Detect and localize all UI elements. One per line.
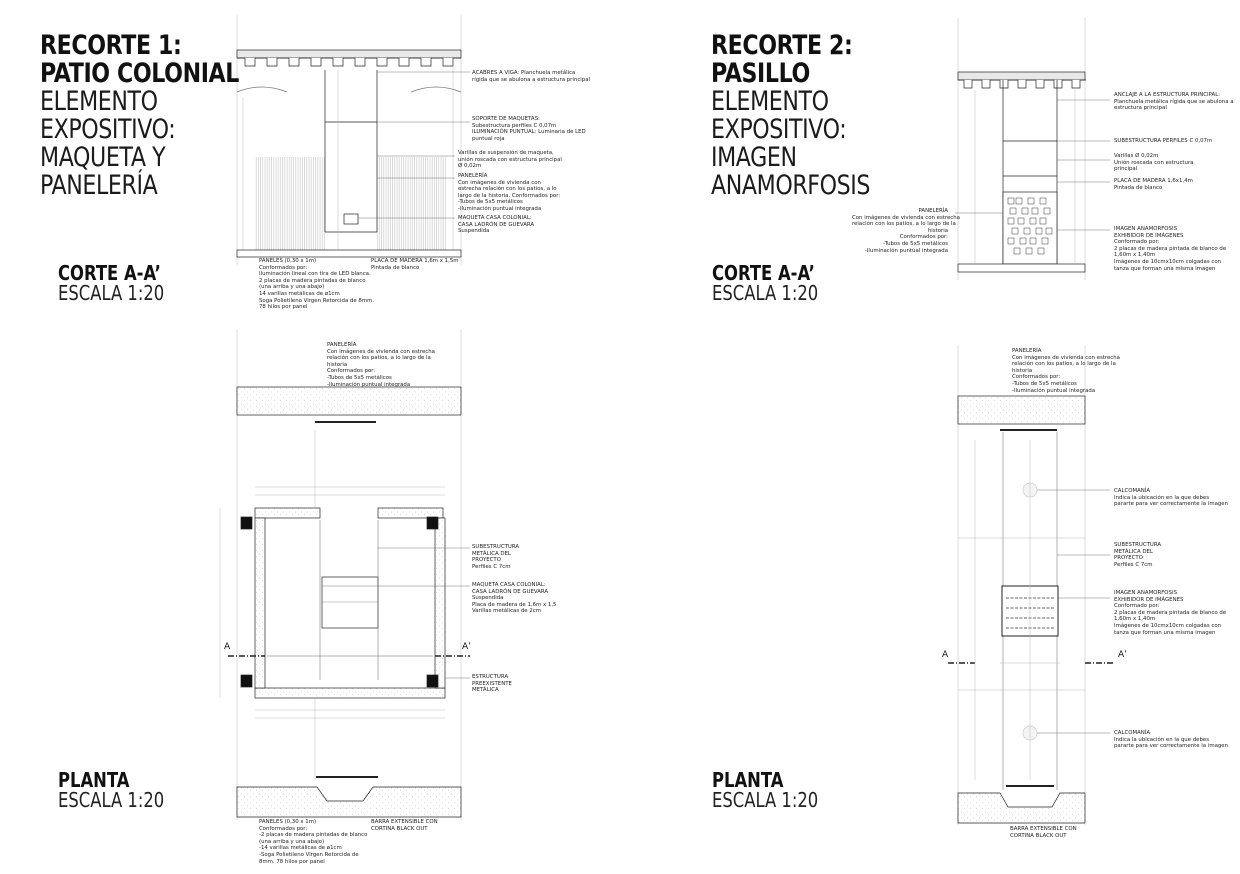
planta-1-scale: ESCALA 1:20 [58, 788, 165, 812]
note-line: Varillas metálicas de 2cm [472, 608, 541, 615]
note-subestructura-planta-2 [1114, 542, 1161, 568]
note-line: CASA LADRÓN DE GUEVARA [458, 221, 535, 228]
note-line: -Tubos de 5x5 metálicos [883, 240, 948, 247]
note-paneles-planta [259, 819, 367, 865]
note-line: PLACA DE MADERA 1,6x1,4m [1114, 178, 1193, 184]
note-line: ESTRUCTURA [472, 674, 509, 680]
recorte-2-subtitle-line: IMAGEN [711, 142, 797, 173]
note-line: -Iluminación puntual integrada [864, 247, 948, 254]
note-line: 8mm. 78 hilos por panel [259, 858, 325, 865]
note-line: Conformado por: [1114, 603, 1160, 610]
note-placa-corte-2 [1114, 178, 1193, 191]
note-varillas-corte-2 [1114, 153, 1193, 173]
note-line: Iluminación lineal con tira de LED blanca. [259, 271, 371, 278]
note-line: CASA LADRÓN DE GUEVARA [472, 588, 549, 595]
note-line: Pintada de blanco [371, 264, 420, 271]
recorte-1-subtitle-line: MAQUETA Y [40, 142, 166, 173]
note-line: CORTINA BLACK OUT [1010, 832, 1067, 839]
note-line: relación con los patios, a lo largo de la [852, 221, 956, 228]
note-line: relación con los patios, a lo largo de la [1012, 361, 1116, 368]
note-line: Pintada de blanco [1114, 184, 1163, 191]
note-calcomania-1 [1114, 488, 1228, 508]
note-calcomania-2 [1114, 730, 1228, 750]
recorte-1-subtitle-line: PANELERÍA [40, 170, 158, 201]
note-line: IMAGEN ANAMORFOSIS [1114, 590, 1177, 596]
note-line: 14 varillas metálicas de ø1cm [259, 290, 340, 297]
section-marker-a-2: A [942, 650, 949, 660]
note-line: historia [1012, 367, 1033, 374]
note-line: EXHIBIDOR DE IMÁGENES [1114, 232, 1184, 239]
note-line: pararte para ver correctamente la imagen [1114, 743, 1229, 750]
note-line: tanza que forman una misma imagen [1114, 265, 1216, 272]
recorte-1-title-line-2: PATIO COLONIAL [40, 58, 239, 89]
note-line: pararte para ver correctamente la imagen [1114, 501, 1229, 508]
corte-2-drawing [955, 18, 1110, 280]
planta-2-drawing [948, 345, 1115, 825]
note-soporte [472, 116, 586, 142]
note-line: PROYECTO [472, 557, 501, 564]
note-line: historia [927, 227, 948, 234]
note-line: MAQUETA CASA COLONIAL: [472, 582, 546, 588]
note-line: -Iluminación puntual integrada [458, 205, 542, 212]
note-line: -Soga Polietileno Virgen Retorcida de [259, 851, 359, 858]
section-marker-a-prime-1: A’ [462, 642, 472, 652]
note-line: Con imágenes de vivienda con estrecha [327, 348, 435, 355]
corte-2-scale: ESCALA 1:20 [712, 281, 819, 305]
note-line: BARRA EXTENSIBLE CON [1010, 826, 1077, 832]
note-line: -2 placas de madera pintadas de blanco [259, 832, 368, 839]
note-line: Suspendida [458, 228, 490, 235]
note-line: BARRA EXTENSIBLE CON [371, 819, 438, 825]
recorte-2-subtitle-line: EXPOSITIVO: [711, 114, 847, 145]
note-imagen-corte-2 [1114, 226, 1226, 272]
note-line: PREEXISTENTE [472, 680, 512, 687]
note-line: historia [327, 361, 348, 368]
recorte-2-subtitle-line: ANAMORFOSIS [711, 170, 871, 201]
note-barra-planta-1 [371, 819, 438, 832]
note-line: EXHIBIDOR DE IMÁGENES [1114, 596, 1184, 603]
note-line: principal [1114, 166, 1138, 173]
note-line: Planchuela metálica rígida que se abulona a [1114, 98, 1234, 105]
note-line: METÁLICA DEL [1114, 548, 1153, 555]
note-line: SOPORTE DE MAQUETAS: [472, 116, 540, 122]
recorte-2-title-line-2: PASILLO [711, 58, 810, 89]
note-subestructura-corte-2 [1114, 138, 1212, 145]
note-barra-planta-2 [1010, 826, 1077, 839]
note-acabres [472, 70, 590, 83]
note-line: largo de la historia. Conformados por: [458, 192, 561, 199]
note-line: (una arriba y una abajo) [259, 838, 325, 845]
note-line: tanza que forman una misma imagen [1114, 629, 1216, 636]
note-line: Conformados por: [1012, 374, 1061, 381]
note-line: 1,60m x 1,40m [1114, 616, 1156, 623]
note-line: PANELERÍA [1012, 348, 1042, 354]
note-line: Conformados por: [259, 264, 308, 271]
note-line: ACABRES A VIGA: Planchuela metálica [472, 70, 576, 76]
note-line: (una arriba y una abajo) [259, 284, 325, 291]
recorte-1-subtitle-line: ELEMENTO [40, 86, 158, 117]
corte-1-drawing [237, 15, 470, 265]
note-line: Soga Polietileno Virgen Retorcida de 8mm. [259, 297, 375, 304]
section-marker-a-1: A [224, 642, 231, 652]
note-line: -Iluminación puntual integrada [1012, 387, 1096, 394]
note-maqueta-corte [458, 215, 534, 235]
note-line: PROYECTO [1114, 555, 1143, 562]
corte-2-label: CORTE A-A’ [712, 261, 815, 285]
note-line: estrecha relación con los patios, a lo [458, 186, 557, 193]
note-maqueta-planta [472, 582, 556, 615]
note-paneleria-corte-1 [458, 173, 560, 213]
section-marker-a-prime-2: A’ [1118, 650, 1128, 660]
note-line: Con imágenes de vivienda con [458, 179, 541, 186]
note-paneles-corte [259, 258, 374, 311]
note-line: MAQUETA CASA COLONIAL: [458, 215, 532, 221]
planta-1-label: PLANTA [58, 768, 130, 792]
note-line: Conformados por: [899, 234, 948, 241]
planta-1-drawing [220, 330, 470, 820]
note-line: estructura principal [1114, 105, 1167, 112]
recorte-2-subtitle [711, 88, 870, 200]
note-anclaje [1114, 92, 1234, 112]
note-line: 2 placas de madera pintada de blanco de [1114, 245, 1227, 252]
note-line: ILUMINACIÓN PUNTUAL: Luminaria de LED [472, 129, 586, 136]
note-line: rígida que se abulona a estructura principal [472, 76, 591, 83]
note-line: Perfiles C 7cm [1114, 561, 1153, 568]
note-line: puntual roja [472, 135, 505, 142]
note-line: PANELERÍA [458, 173, 488, 179]
note-line: Imágenes de 10cmx10cm colgadas con [1114, 258, 1222, 265]
note-line: SUBESTRUCTURA [1114, 542, 1162, 548]
note-line: Varillas de suspensión de maqueta, [458, 150, 554, 156]
recorte-2-subtitle-line: ELEMENTO [711, 86, 829, 117]
note-placa-corte-1 [371, 258, 459, 271]
note-paneleria-corte-2 [852, 208, 960, 254]
recorte-1-title-line-1: RECORTE 1: [40, 30, 182, 61]
note-line: 1,60m x 1,40m [1114, 252, 1156, 259]
note-line: 78 hilos por panel [259, 304, 308, 311]
note-line: 2 placas de madera pintada de blanco de [1114, 609, 1227, 616]
note-line: Subestructura perfiles C 0,07m [472, 122, 557, 129]
note-line: PANELES (0,30 x 1m) [259, 819, 317, 825]
note-line: METÁLICA [472, 687, 499, 694]
planta-2-label: PLANTA [712, 768, 784, 792]
corte-1-scale: ESCALA 1:20 [58, 281, 165, 305]
note-line: PANELERÍA [327, 342, 357, 348]
recorte-2-title-line-1: RECORTE 2: [711, 30, 853, 61]
note-line: Con imágenes de vivienda con estrecha [852, 214, 960, 221]
note-line: PANELES (0,30 x 1m) [259, 258, 317, 264]
note-line: 2 placas de madera pintadas de blanco [259, 277, 366, 284]
note-line: SUBESTRUCTURA PERFILES C 0,07m [1114, 138, 1213, 144]
note-line: PLACA DE MADERA 1,6m x 1,5m [371, 258, 459, 264]
planta-2-scale: ESCALA 1:20 [712, 788, 819, 812]
note-line: Conformado por: [1114, 239, 1160, 246]
note-line: PANELERÍA [918, 208, 948, 214]
note-subestructura-planta-1 [472, 544, 519, 570]
note-line: Perfiles C 7cm [472, 563, 511, 570]
note-line: Unión roscada con estructura [1114, 159, 1194, 166]
note-line: METÁLICA DEL [472, 550, 511, 557]
corte-1-label: CORTE A-A’ [58, 261, 161, 285]
note-line: CALCOMANÍA [1114, 488, 1151, 494]
note-line: Indica la ubicación en la que debes [1114, 494, 1210, 501]
note-line: Indica la ubicación en la que debes [1114, 736, 1210, 743]
note-line: relación con los patios, a lo largo de la [327, 355, 431, 362]
note-estructura-planta [472, 674, 512, 694]
note-line: Con imágenes de vivienda con estrecha [1012, 354, 1120, 361]
note-line: Placa de madera de 1,6m x 1,5 [472, 601, 557, 608]
note-line: IMAGEN ANAMORFOSIS [1114, 226, 1177, 232]
note-line: Suspendida [472, 595, 504, 602]
note-line: Varillas Ø 0,02m [1114, 153, 1159, 159]
recorte-1-subtitle-line: EXPOSITIVO: [40, 114, 176, 145]
note-line: unión roscada con estructura principal [458, 156, 562, 163]
recorte-1-subtitle [40, 88, 175, 200]
note-line: Imágenes de 10cmx10cm colgadas con [1114, 622, 1222, 629]
note-line: SUBESTRUCTURA [472, 544, 520, 550]
note-line: -Tubos de 5x5 metálicos [1012, 380, 1077, 387]
note-imagen-planta-2 [1114, 590, 1226, 636]
note-paneleria-planta-1 [327, 342, 435, 388]
note-line: ANCLAJE A LA ESTRUCTURA PRINCIPAL: [1114, 92, 1221, 98]
note-line: Ø 0,02m [458, 163, 482, 170]
note-line: CORTINA BLACK OUT [371, 825, 428, 832]
note-line: CALCOMANÍA [1114, 730, 1151, 736]
note-line: Conformados por: [259, 825, 308, 832]
note-line: -Iluminación puntual integrada [327, 381, 411, 388]
note-varillas [458, 150, 562, 170]
note-line: -14 varillas metálicas de ø1cm [259, 845, 342, 852]
note-line: -Tubos de 5x5 metálicos [327, 374, 392, 381]
note-paneleria-planta-2 [1012, 348, 1120, 394]
note-line: -Tubos de 5x5 metálicos [458, 199, 523, 206]
note-line: Conformados por: [327, 368, 376, 375]
